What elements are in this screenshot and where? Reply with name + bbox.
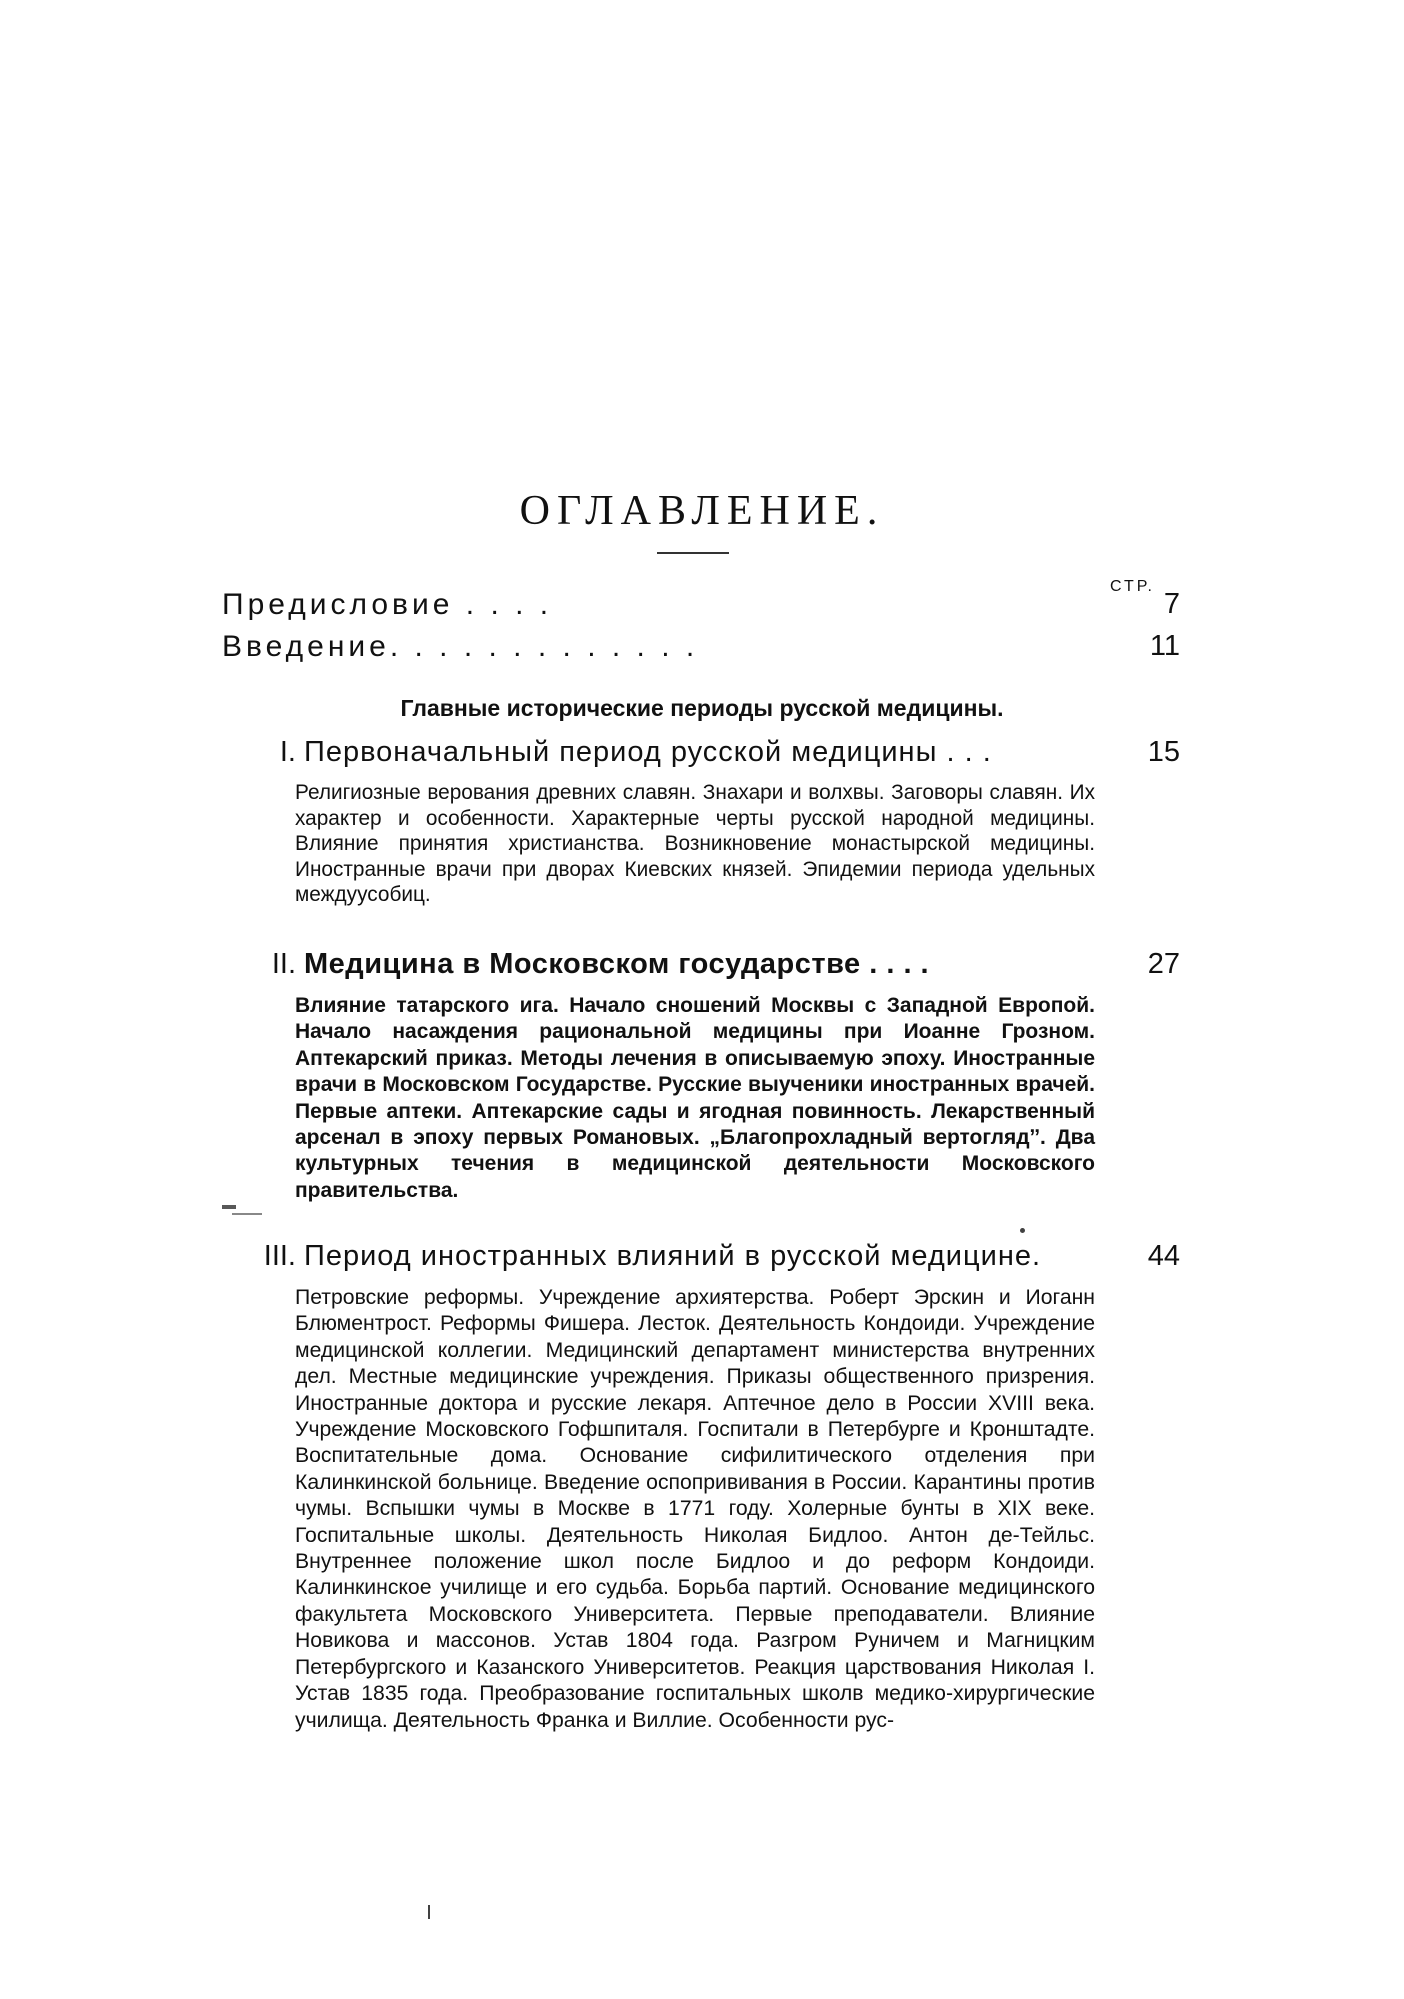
title-underline-rule	[657, 552, 729, 554]
chapter-title: Первоначальный период русской медицины . . .	[304, 736, 992, 768]
toc-chapter-2[interactable]	[240, 948, 929, 981]
toc-chapter-3-page: 44	[1147, 1240, 1180, 1272]
chapter-numeral: III.	[263, 1240, 296, 1272]
chapter-numeral: I.	[279, 736, 296, 768]
scan-smudge	[222, 1205, 236, 1209]
scan-speck	[428, 1905, 430, 1919]
toc-chapter-1-page: 15	[1147, 736, 1180, 768]
toc-entry-preface-page: 7	[1163, 588, 1180, 620]
toc-chapter-2-page: 27	[1147, 948, 1180, 980]
chapter-2-summary: Влияние татарского ига. Начало сношений Москвы с Западной Европой. Начало насаждения рациональной медицины при Иоанне Грозном. Аптекарский приказ. Методы лечения в описываемую эпоху. Иностранные врачи в Московском Государстве. Русские выученики иностранных врачей. Первые аптеки. Аптекарские сады и ягодная повинность. Лекарственный арсенал в эпоху первых Романовых. „Благопрохладный вертоглядˮ. Два культурных течения в медицинской деятельности Московского правительства.	[295, 994, 1095, 1202]
chapter-1-summary: Религиозные верования древних славян. Знахари и волхвы. Заговоры славян. Их характер и особенности. Характерные черты русской народной медицины. Влияние принятия христианства. Возникновение монастырской медицины. Иностранные врачи при дворах Киевских князей. Эпидемии периода удельных междуусобиц.	[295, 781, 1095, 907]
scan-speck	[1020, 1228, 1025, 1233]
page-title: ОГЛАВЛЕНИЕ.	[519, 488, 885, 534]
chapter-3-summary: Петровские реформы. Учреждение архиятерства. Роберт Эрскин и Иоганн Блюментрост. Реформы Фишера. Лесток. Деятельность Кондоиди. Учреждение медицинской коллегии. Медицинский департамент министерства внутренних дел. Местные медицинские учреждения. Приказы общественного призрения. Иностранные доктора и русские лекаря. Аптечное дело в России XVIII века. Учреждение Московского Гофшпиталя. Госпитали в Петербурге и Кронштадте. Воспитательные дома. Основание сифилитического отделения при Калинкинской больнице. Введение оспопрививания в России. Карантины против чумы. Вспышки чумы в Москве в 1771 году. Холерные бунты в XIX веке. Госпитальные школы. Деятельность Николая Бидлоо. Антон де-Тейльс. Внутреннее положение школ после Бидлоо и до реформ Кондоиди. Калинкинское училище и его судьба. Борьба партий. Основание медицинского факультета Московского Университета. Первые преподаватели. Влияние Новикова и массонов. Устав 1804 года. Разгром Руничем и Магницким Петербургского и Казанского Университетов. Реакция царствования Николая I. Устав 1835 года. Преобразование госпитальных школв медико-хирургические училища. Деятельность Франка и Виллие. Особенности рус-	[295, 1286, 1095, 1732]
scan-smudge	[232, 1213, 262, 1215]
toc-entry-introduction[interactable]: Введение. . . . . . . . . . . . .	[222, 630, 699, 663]
toc-chapter-3[interactable]	[240, 1240, 1041, 1273]
page-column-label: СТР.	[1110, 578, 1155, 595]
chapter-title: Период иностранных влияний в русской медицине.	[304, 1240, 1042, 1272]
toc-chapter-1[interactable]	[240, 736, 992, 769]
section-heading: Главные исторические периоды русской медицины.	[400, 695, 1004, 721]
toc-entry-introduction-page: 11	[1149, 630, 1180, 662]
toc-entry-preface[interactable]: Предисловие . . . .	[222, 588, 553, 621]
chapter-title: Медицина в Московском государстве . . . .	[304, 948, 930, 980]
chapter-numeral: II.	[271, 948, 296, 980]
